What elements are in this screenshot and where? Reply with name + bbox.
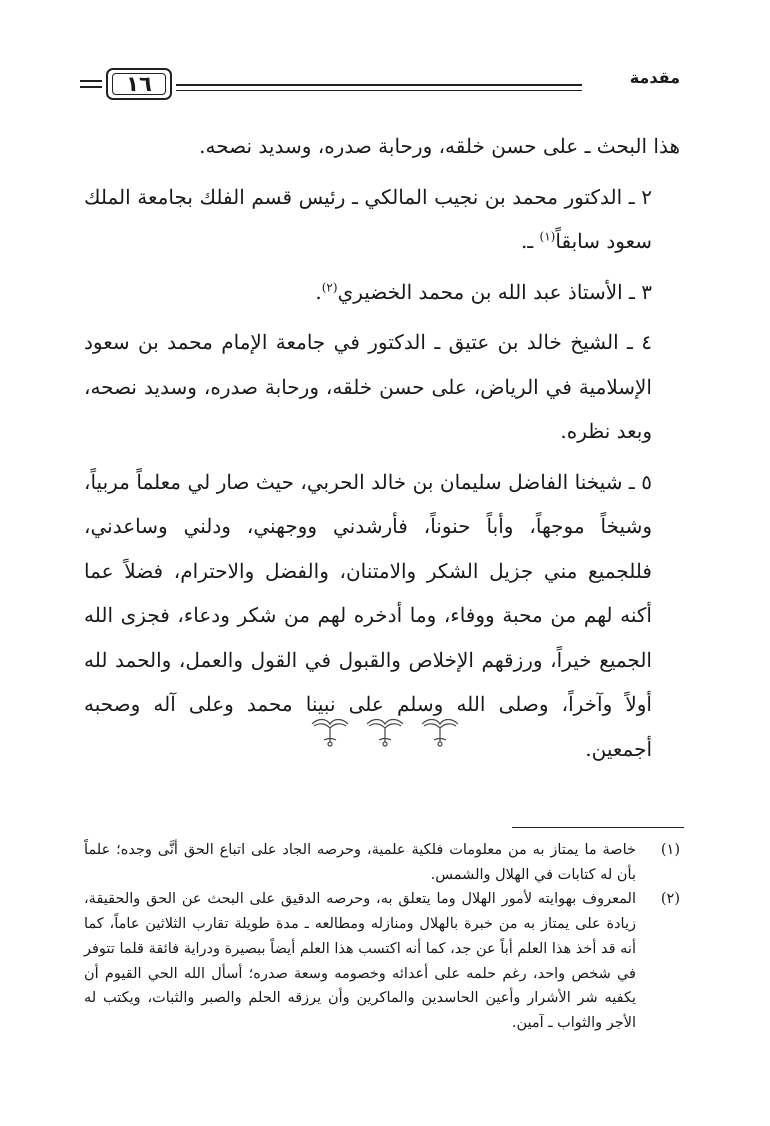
paragraph-3 bbox=[84, 270, 680, 315]
ornament-left bbox=[312, 720, 348, 747]
paragraph-4: ٤ ـ الشيخ خالد بن عتيق ـ الدكتور في جامعة الإمام محمد بن سعود الإسلامية في الرياض، على حسن خلقه، ورحابة صدره، وسديد نصحه، وبعد نظره. bbox=[84, 330, 652, 443]
page-number: ١٦ bbox=[112, 73, 166, 95]
section-title: مقدمة bbox=[629, 68, 680, 87]
paragraph-2-tail: ـ. bbox=[520, 229, 540, 253]
footnote-1 bbox=[84, 838, 680, 887]
paragraph-2 bbox=[84, 175, 680, 264]
floral-ornament-icon bbox=[300, 712, 470, 748]
footnote-number: (١) bbox=[660, 842, 680, 858]
footnote-separator bbox=[512, 827, 684, 828]
footnote-ref-2[interactable]: (٢) bbox=[321, 279, 338, 294]
footnotes bbox=[84, 838, 680, 1036]
paragraph-1: هذا البحث ـ على حسن خلقه، ورحابة صدره، وسديد نصحه. bbox=[199, 134, 680, 158]
paragraph-2-text: ٢ ـ الدكتور محمد بن نجيب المالكي ـ رئيس قسم الفلك بجامعة الملك سعود سابقاً bbox=[84, 184, 652, 253]
paragraph-3-tail: . bbox=[315, 279, 322, 304]
footnote-ref-1[interactable]: (١) bbox=[539, 229, 556, 244]
footnote-text: خاصة ما يمتاز به من معلومات فلكية علمية، وحرصه الجاد على اتباع الحق أنَّى وجده؛ علماً بأن له كتابات في الهلال والشمس. bbox=[84, 842, 636, 883]
footnote-text: المعروف بهوايته لأمور الهلال وما يتعلق به، وحرصه الدقيق على البحث عن الحق والحقيقة، زيادة على يمتاز به من خبرة بالهلال ومنازله ومطالعه ـ مدة طويلة تقارب الثلاثين عاماً، كما أنه قد أخذ هذا العلم أباً عن جد، كما أنه اكتسب هذا العلم أيضاً ببصيرة ودراية فائقة قلما تتوفر في شخص واحد، رغم حلمه على أعدائه وخصومه وسعة صدره؛ أسأل الله الحي القيوم أن يكفيه شر الأشرار وأعين الحاسدين والماكرين وأن يرزقه الحلم والصبر والثبات، ويكتب له الأجر والثواب ـ آمين. bbox=[84, 891, 636, 1031]
page-number-frame bbox=[106, 68, 172, 100]
body-text bbox=[84, 124, 680, 771]
header-rule bbox=[176, 84, 582, 86]
footnote-number: (٢) bbox=[660, 891, 680, 908]
paragraph-3-text: ٣ ـ الأستاذ عبد الله بن محمد الخضيري bbox=[337, 279, 652, 304]
header-rule-thin bbox=[176, 90, 582, 91]
footnote-2 bbox=[84, 887, 680, 1035]
ornament-center bbox=[367, 720, 403, 747]
paragraph-5: ٥ ـ شيخنا الفاضل سليمان بن خالد الحربي، حيث صار لي معلماً مربياً، وشيخاً موجهاً، وأباً حنوناً، فأرشدني ووجهني، ودلني وساعدني، فللجميع مني جزيل الشكر والامتنان، والفضل والاحترام، فضلاً عما أكنه لهم من محبة ووفاء، وما أدخره لهم من شكر ودعاء، فجزى الله الجميع خيراً، ورزقهم الإخلاص والقبول في القول والعمل، والحمد لله أولاً وآخراً، وصلى الله وسلم على نبينا محمد وعلى آله وصحبه أجمعين. bbox=[84, 469, 652, 761]
page-header bbox=[80, 66, 680, 110]
ornament-right bbox=[422, 720, 458, 747]
